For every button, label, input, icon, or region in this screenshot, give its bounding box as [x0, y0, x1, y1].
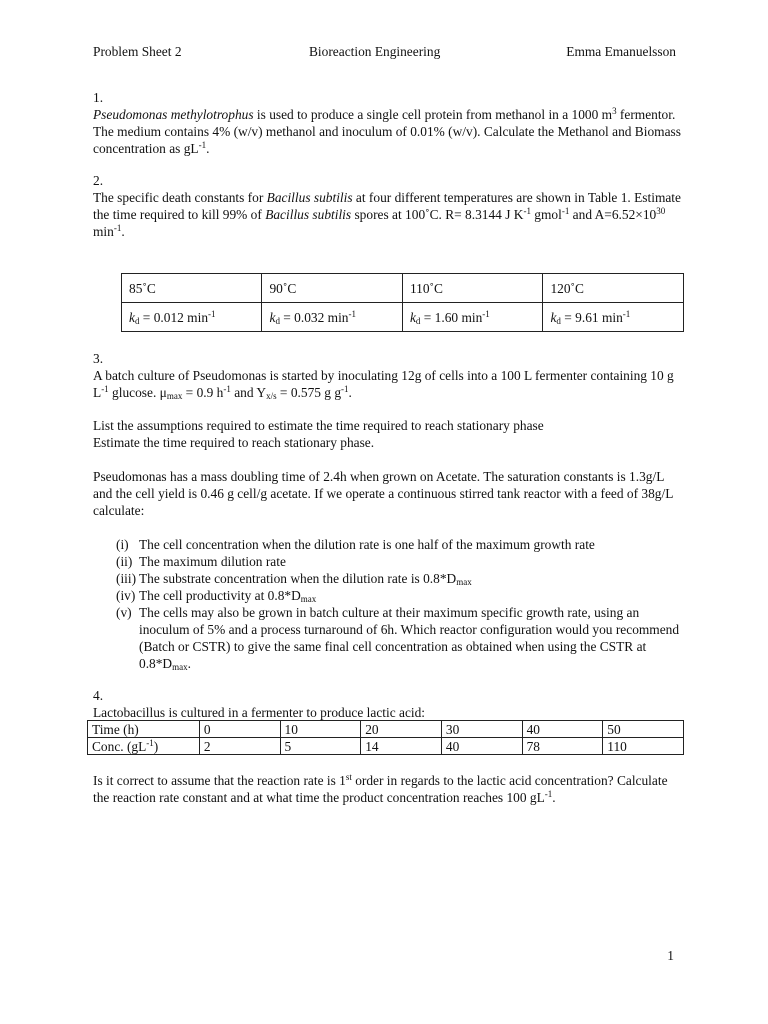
- temperature-cell: 120˚C: [543, 274, 684, 303]
- q3-continuous-text: Pseudomonas has a mass doubling time of 2.4h when grown on Acetate. The saturation constants is 1.3g/L and the cell yield is 0.46 g cell/g acetate. If we operate a continuous stirred tank reactor with a feed of 38g/L calculate:: [93, 469, 673, 518]
- kd-sub: d: [556, 315, 561, 326]
- question-4-intro: Lactobacillus is cultured in a fermenter to produce lactic acid:: [93, 705, 426, 720]
- conc-cell: 110: [603, 738, 684, 755]
- kd-value: = 1.60 min: [420, 309, 483, 325]
- kd-unit-sup: -1: [208, 308, 216, 319]
- item-text: The cell productivity at 0.8*D: [139, 588, 301, 603]
- question-1-text: [93, 106, 683, 157]
- q2-organism-b: Bacillus subtilis: [265, 207, 352, 222]
- table-row: [122, 274, 684, 303]
- list-item: [116, 587, 684, 604]
- conc-cell: 40: [441, 738, 522, 755]
- question-2-text: [93, 189, 683, 240]
- kd-value: = 0.012 min: [139, 309, 209, 325]
- q1-sup-a: 3: [612, 106, 617, 116]
- q4-sup-1: st: [345, 772, 352, 782]
- question-3-assumptions: [93, 417, 683, 451]
- q1-text-a: is used to produce a single cell protein from methanol in a 1000 m: [253, 107, 613, 122]
- time-cell: 30: [441, 721, 522, 738]
- q3-text-d: and Y: [230, 385, 267, 400]
- question-3-subquestions: [116, 536, 684, 672]
- list-text: [139, 553, 684, 570]
- q2-sup-d: -1: [113, 223, 122, 233]
- question-3-continuous: [93, 468, 683, 519]
- time-cell: 50: [603, 721, 684, 738]
- death-constants-table: [121, 273, 684, 332]
- kd-cell: [543, 303, 684, 332]
- question-1-number: 1.: [93, 90, 104, 105]
- item-text: The cell concentration when the dilution rate is one half of the maximum growth rate: [139, 537, 595, 552]
- q2-sup-c: 30: [656, 206, 666, 216]
- list-text: [139, 536, 684, 553]
- q3-text-a: A batch culture of Pseudomonas is started by inoculating 12g of cells into a 100 L fermenter containing 10 g L: [93, 368, 674, 400]
- conc-cell: 14: [361, 738, 442, 755]
- q4-text-a: Is it correct to assume that the reaction rate is 1: [93, 773, 346, 788]
- kd-symbol: k: [550, 309, 557, 325]
- q2-text-d: gmol: [530, 207, 562, 222]
- kd-unit-sup: -1: [622, 308, 631, 319]
- list-marker: (iv): [116, 588, 136, 603]
- q3-text-f: .: [348, 385, 352, 400]
- q3-y-sub: x/s: [266, 391, 277, 401]
- table-row: [88, 738, 684, 755]
- kd-sub: d: [415, 315, 421, 326]
- q2-text-c: spores at 100˚C. R= 8.3144 J K: [351, 207, 524, 222]
- list-marker: (i): [116, 537, 129, 552]
- conc-label-sup: -1: [146, 737, 154, 748]
- item-sub: max: [456, 577, 472, 587]
- kd-cell: [122, 303, 262, 332]
- kd-symbol: k: [409, 309, 416, 325]
- time-cell: 10: [280, 721, 361, 738]
- q4-question-text: [93, 772, 683, 806]
- question-3-number: 3.: [93, 351, 104, 366]
- item-sub: max: [172, 662, 188, 672]
- q2-text-g: .: [121, 224, 125, 239]
- kd-unit-sup: -1: [348, 308, 356, 319]
- q2-sup-a: -1: [523, 206, 531, 216]
- temperature-cell: 110˚C: [402, 274, 543, 303]
- kd-symbol: k: [269, 309, 276, 325]
- q1-text-b: fermentor. The medium contains 4% (w/v) methanol and inoculum of 0.01% (w/v). Calculate the Methanol and Biomass concentration as gL: [93, 107, 681, 156]
- list-item: [116, 604, 684, 672]
- question-3-intro: [93, 367, 683, 401]
- header-sheet-title: Problem Sheet 2: [93, 44, 182, 59]
- row-label-time: Time (h): [88, 721, 200, 738]
- list-marker: (iii): [116, 571, 137, 586]
- q1-sup-b: -1: [198, 140, 207, 150]
- question-2: [93, 172, 683, 240]
- list-marker: (ii): [116, 554, 133, 569]
- page-header: [93, 43, 676, 61]
- time-cell: 0: [199, 721, 280, 738]
- conc-cell: 78: [522, 738, 603, 755]
- q2-text-a: The specific death constants for: [93, 190, 267, 205]
- q4-text-b: order in regards to the lactic acid concentration? Calculate the reaction rate constant and at what time the product concentration reaches 100 gL: [93, 773, 668, 805]
- q3-sup-1: -1: [101, 384, 109, 394]
- q3-sup-3: -1: [341, 384, 349, 394]
- list-item: [116, 536, 684, 553]
- list-text: [139, 570, 684, 587]
- q3-text-c: = 0.9 h: [182, 385, 224, 400]
- question-2-number: 2.: [93, 173, 104, 188]
- kd-sub: d: [134, 315, 140, 326]
- page-number: 1: [667, 948, 674, 963]
- item-sub: max: [300, 594, 317, 604]
- list-marker: (v): [116, 605, 132, 620]
- header-course-title: Bioreaction Engineering: [309, 44, 441, 59]
- q2-text-e: and A=6.52×10: [569, 207, 657, 222]
- q3-estimate-line: Estimate the time required to reach stationary phase.: [93, 435, 375, 450]
- kd-cell: [262, 303, 402, 332]
- q3-mu: μ: [159, 385, 167, 400]
- question-4-question: [93, 772, 683, 806]
- table-row: [88, 721, 684, 738]
- q3-sup-2: -1: [223, 384, 231, 394]
- temperature-cell: 90˚C: [262, 274, 402, 303]
- table-row: [122, 303, 684, 332]
- question-1: [93, 89, 683, 157]
- list-item: [116, 553, 684, 570]
- item-text: The maximum dilution rate: [139, 554, 286, 569]
- question-4-number: 4.: [93, 688, 104, 703]
- kd-symbol: k: [129, 309, 135, 325]
- conc-label-a: Conc. (gL: [92, 738, 147, 754]
- q4-sup-2: -1: [544, 789, 553, 799]
- header-author: Emma Emanuelsson: [566, 44, 676, 59]
- q2-organism-a: Bacillus subtilis: [266, 190, 353, 205]
- q4-text-c: .: [552, 790, 556, 805]
- q1-text-c: .: [206, 141, 210, 156]
- conc-label-b: ): [153, 738, 159, 754]
- kd-sub: d: [275, 315, 280, 326]
- list-text: [139, 604, 684, 672]
- question-3: [93, 350, 683, 401]
- q3-assumptions-line: List the assumptions required to estimate the time required to reach stationary phase: [93, 418, 544, 433]
- conc-cell: 2: [199, 738, 280, 755]
- lactic-acid-table: [87, 720, 684, 755]
- q3-text-b: glucose.: [108, 385, 160, 400]
- time-cell: 20: [361, 721, 442, 738]
- temperature-cell: 85˚C: [122, 274, 262, 303]
- list-item: [116, 570, 684, 587]
- q2-text-b: at four different temperatures are shown in Table 1. Estimate the time required to kill 99% of: [93, 190, 681, 222]
- q2-sup-b: -1: [561, 206, 570, 216]
- kd-cell: [402, 303, 543, 332]
- item-text: The cells may also be grown in batch culture at their maximum specific growth rate, using an inoculum of 5% and a process turnaround of 6h. Which reactor configuration would you recommend (Batch or CSTR) to give the same final cell concentration as obtained when using the CSTR at 0.8*D: [139, 605, 680, 671]
- question-4: [93, 687, 683, 721]
- q3-text-e: = 0.575 g g: [276, 385, 342, 400]
- item-tail: .: [187, 656, 191, 671]
- q3-mu-sub: max: [166, 391, 183, 401]
- q2-text-f: min: [93, 224, 114, 239]
- conc-cell: 5: [280, 738, 361, 755]
- time-cell: 40: [522, 721, 603, 738]
- list-text: [139, 587, 684, 604]
- kd-unit-sup: -1: [482, 308, 490, 319]
- row-label-conc: [88, 738, 200, 755]
- kd-value: = 9.61 min: [560, 309, 623, 325]
- q1-organism: Pseudomonas methylotrophus: [93, 107, 254, 122]
- item-text: The substrate concentration when the dilution rate is 0.8*D: [139, 571, 457, 586]
- kd-value: = 0.032 min: [279, 309, 349, 325]
